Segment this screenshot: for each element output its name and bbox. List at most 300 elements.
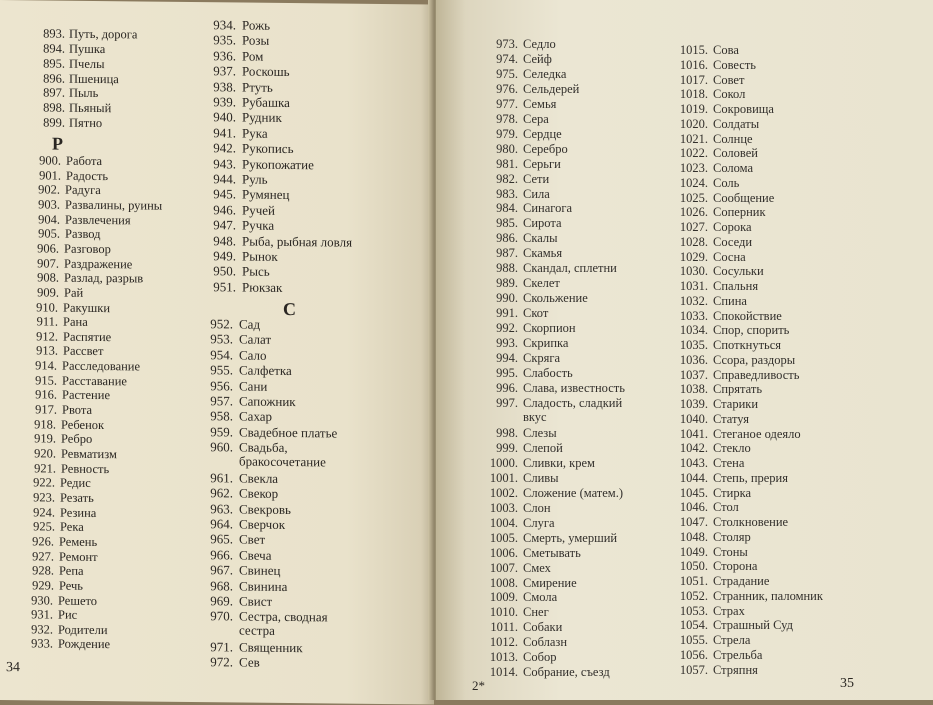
entry-word: Сокол: [713, 87, 746, 102]
entry-number: 958.: [210, 408, 233, 424]
entry-word: Ремонт: [59, 549, 98, 564]
entry-number: 1009.: [489, 590, 518, 605]
entry-word: Сверчок: [239, 516, 286, 532]
entry-word: Стол: [713, 500, 739, 515]
entry-number: 922.: [33, 475, 55, 490]
entry-word: Сливки, крем: [523, 455, 595, 470]
entry-number: 953.: [210, 331, 233, 347]
entry-word: Статуя: [713, 411, 749, 426]
entry-word: Река: [60, 519, 84, 535]
entry-word: Сало: [239, 347, 267, 363]
entry-word: Слава, известность: [523, 380, 625, 395]
entry-word: Сообщение: [713, 190, 775, 205]
entry-word: Сторона: [713, 559, 758, 574]
entry-number: 1017.: [679, 72, 708, 87]
entry-word: Серебро: [523, 141, 568, 156]
entry-number: 1035.: [679, 338, 708, 352]
entry-number: 983.: [496, 186, 518, 201]
entry-word: Растение: [62, 388, 110, 403]
entry-number: 955.: [210, 362, 233, 378]
entry-number: 917.: [35, 402, 57, 417]
entry-word: Сова: [713, 43, 739, 57]
entry-number: 991.: [496, 306, 518, 321]
entry-number: 936.: [213, 48, 236, 64]
entry-number: 1026.: [679, 205, 708, 220]
entry-number: 940.: [213, 109, 236, 125]
entry-word: Сливы: [523, 470, 559, 485]
entry-word: Рассвет: [63, 344, 104, 359]
entry-number: 975.: [496, 66, 518, 81]
entry-word: Редис: [60, 475, 91, 491]
entry-number: 1041.: [679, 426, 708, 441]
entry-number: 896.: [43, 70, 65, 86]
entry-word: Руль: [242, 171, 268, 187]
entry-number: 957.: [210, 393, 233, 409]
entry-word: Развод: [65, 226, 101, 242]
entry-word: Синагога: [523, 201, 573, 216]
entry-word: Родители: [58, 622, 108, 637]
entry-word: Справедливость: [713, 367, 800, 382]
entry-number: 952.: [210, 316, 233, 332]
entry-word: Стряпня: [713, 662, 758, 677]
entry-number: 1016.: [679, 57, 708, 72]
entry-word: Страх: [713, 603, 745, 618]
entry-word: Ревматизм: [61, 446, 117, 462]
entry-word: Скамья: [523, 246, 563, 261]
entry-number: 974.: [496, 51, 518, 66]
entry-word: Скряга: [523, 350, 561, 365]
entry-word: Сложение (матем.): [523, 485, 624, 500]
entry-number: 1031.: [679, 279, 708, 293]
entry-number: 999.: [496, 440, 518, 455]
entry-number: 1047.: [679, 515, 708, 529]
entry-number: 938.: [213, 78, 236, 95]
entry-word: Сани: [239, 378, 268, 394]
entry-word: Семья: [523, 96, 557, 111]
entry-word: Пчелы: [69, 56, 105, 71]
entry-word: Сокровища: [713, 102, 774, 116]
entry-word: Рожь: [242, 17, 270, 33]
entry-number: 1015.: [679, 43, 708, 57]
entry-word: Разлад, разрыв: [64, 270, 144, 286]
entry-word: Сев: [239, 654, 260, 670]
entry-number: 962.: [210, 485, 233, 501]
entry-word: Сейф: [523, 51, 552, 66]
entry-word: Совет: [713, 72, 745, 87]
entry-number: 914.: [35, 358, 57, 373]
entry-word: Собор: [523, 650, 557, 665]
entry-number: 985.: [496, 216, 518, 231]
entry-word: Стрела: [713, 633, 751, 647]
entry-number: 920.: [34, 446, 56, 461]
entry-number: 1051.: [679, 574, 708, 588]
entry-word: Снег: [523, 605, 549, 620]
entry-word: Свет: [239, 531, 266, 548]
entry-word: Рукопожатие: [242, 156, 314, 172]
entry-number: 1006.: [489, 545, 518, 560]
entry-word: Смех: [523, 560, 551, 575]
entry-word: Сирота: [523, 216, 562, 231]
entry-number: 1018.: [679, 87, 708, 102]
entry-word: Скалы: [523, 231, 558, 246]
entry-number: 1014.: [489, 665, 518, 680]
entry-number: 1021.: [679, 131, 708, 146]
entry-word: Салфетка: [239, 362, 292, 379]
entry-word: Скольжение: [523, 291, 588, 306]
entry-number: 946.: [213, 202, 236, 218]
entry-number: 911.: [36, 314, 58, 329]
entry-word: Ревность: [61, 461, 110, 476]
entry-number: 1056.: [679, 647, 708, 662]
page-number-left: 34: [6, 660, 20, 676]
entry-word: Смирение: [523, 575, 577, 590]
entry-word: Степь, прерия: [713, 470, 788, 485]
section-letter: С: [283, 298, 296, 320]
entry-number: 937.: [213, 63, 236, 79]
entry-number: 998.: [496, 426, 518, 440]
entry-word-continued: бракосочетание: [239, 453, 326, 470]
entry-number: 1028.: [679, 234, 708, 249]
entry-number: 1030.: [679, 264, 708, 279]
entry-word-continued: вкус: [523, 409, 547, 424]
entry-number: 1007.: [489, 560, 518, 575]
entry-word: Скелет: [523, 276, 560, 291]
entry-number: 899.: [43, 115, 65, 130]
entry-number: 1039.: [679, 397, 708, 411]
entry-word: Страдание: [713, 574, 770, 588]
entry-number: 1050.: [679, 559, 708, 574]
entry-word: Свадьба,: [239, 439, 288, 456]
entry-word: Салат: [239, 331, 272, 348]
entry-word: Рюкзак: [242, 279, 283, 295]
entry-number: 966.: [210, 546, 233, 563]
entry-word: Речь: [59, 578, 84, 593]
entry-number: 939.: [213, 94, 236, 110]
entry-number: 984.: [496, 201, 518, 216]
entry-number: 944.: [213, 171, 236, 187]
entry-word: Свекор: [239, 485, 279, 502]
entry-number: 1032.: [679, 293, 708, 308]
left-page: [0, 0, 434, 705]
entry-word: Румянец: [242, 186, 290, 203]
entry-word: Спина: [713, 293, 747, 308]
entry-number: 928.: [32, 563, 54, 578]
entry-number: 990.: [496, 291, 518, 306]
right-column-2: [436, 0, 933, 700]
entry-word-continued: сестра: [239, 622, 275, 639]
entry-word: Сердце: [523, 126, 562, 141]
entry-word: Солнце: [713, 131, 753, 146]
entry-number: 942.: [213, 140, 236, 156]
entry-word: Соседи: [713, 234, 753, 249]
entry-number: 935.: [213, 32, 236, 48]
list-item: [0, 15, 434, 33]
entry-number: 1049.: [679, 544, 708, 559]
entry-word: Сорока: [713, 220, 752, 234]
entry-number: 1025.: [679, 190, 708, 205]
entry-word: Свадебное платье: [239, 424, 338, 441]
entry-number: 965.: [210, 531, 233, 547]
entry-number: 989.: [496, 276, 518, 291]
entry-number: 1005.: [489, 530, 518, 545]
entry-word: Столкновение: [713, 515, 789, 529]
entry-word: Рвота: [62, 402, 93, 418]
entry-number: 909.: [37, 285, 59, 300]
entry-number: 1004.: [489, 515, 518, 530]
entry-word: Рынок: [242, 248, 278, 264]
entry-number: 923.: [33, 490, 55, 505]
entry-number: 907.: [37, 255, 59, 271]
entry-word: Ссора, раздоры: [713, 352, 796, 367]
entry-word: Ручка: [242, 217, 275, 234]
entry-word: Расставание: [62, 373, 127, 389]
entry-number: 997.: [496, 395, 518, 410]
entry-word: Свекла: [239, 470, 279, 486]
entry-word: Свинина: [239, 578, 288, 594]
entry-number: 1037.: [679, 367, 708, 382]
entry-number: 947.: [213, 217, 236, 233]
entry-number: 1010.: [489, 605, 518, 620]
entry-word: Сети: [523, 171, 550, 186]
entry-word: Сад: [239, 316, 261, 332]
entry-number: 1038.: [679, 382, 708, 397]
entry-number: 1044.: [679, 470, 708, 485]
entry-number: 1034.: [679, 323, 708, 338]
entry-number: 980.: [496, 141, 518, 156]
entry-word: Распятие: [63, 329, 112, 344]
entry-word: Раздражение: [64, 256, 133, 271]
entry-word: Репа: [59, 563, 84, 579]
entry-word: Старики: [713, 397, 759, 411]
entry-number: 913.: [36, 343, 58, 359]
entry-word: Скорпион: [523, 321, 576, 336]
entry-number: 929.: [32, 578, 54, 593]
entry-word: Радость: [66, 168, 109, 183]
entry-word: Рай: [64, 285, 84, 300]
entry-word: Рис: [58, 607, 78, 622]
entry-word: Страшный Суд: [713, 618, 793, 633]
entry-number: 1003.: [489, 500, 518, 515]
entry-number: 992.: [496, 321, 518, 336]
entry-number: 1023.: [679, 161, 708, 175]
entry-word: Слезы: [523, 426, 557, 440]
entry-number: 903.: [38, 197, 60, 212]
entry-word: Сапожник: [239, 393, 296, 410]
entry-word: Пятно: [69, 115, 103, 131]
entry-number: 897.: [43, 85, 65, 101]
entry-word: Столяр: [713, 529, 751, 544]
entry-number: 979.: [496, 126, 518, 141]
entry-number: 1020.: [679, 116, 708, 131]
entry-word: Рысь: [242, 263, 270, 280]
entry-number: 986.: [496, 231, 518, 246]
entry-word: Слепой: [523, 440, 563, 455]
entry-word: Соловей: [713, 146, 758, 161]
entry-word: Пшеница: [69, 71, 119, 86]
entry-word: Смерть, умерший: [523, 530, 618, 545]
entry-number: 895.: [43, 56, 65, 71]
entry-word: Разговор: [64, 241, 111, 257]
entry-number: 1042.: [679, 441, 708, 456]
entry-number: 1040.: [679, 411, 708, 426]
entry-number: 1001.: [489, 470, 518, 485]
entry-word: Сосна: [713, 249, 746, 264]
entry-number: 945.: [213, 186, 236, 202]
entry-word: Собрание, съезд: [523, 665, 610, 680]
entry-word: Ребро: [61, 431, 93, 447]
entry-number: 1027.: [679, 220, 708, 234]
entry-number: 956.: [210, 377, 233, 394]
entry-number: 981.: [496, 156, 518, 171]
entry-word: Спрятать: [713, 382, 763, 397]
entry-number: 901.: [39, 168, 61, 183]
entry-word: Спор, спорить: [713, 323, 790, 338]
entry-word: Развлечения: [65, 212, 131, 227]
entry-number: 967.: [210, 562, 233, 578]
entry-number: 987.: [496, 246, 518, 261]
entry-number: 905.: [38, 226, 60, 241]
entry-word: Соль: [713, 175, 740, 190]
entry-number: 1045.: [679, 485, 708, 500]
entry-word: Путь, дорога: [69, 26, 138, 42]
entry-word: Ремень: [59, 534, 98, 549]
entry-word: Священник: [239, 639, 303, 655]
entry-word: Рубашка: [242, 94, 290, 111]
entry-word: Слуга: [523, 515, 555, 530]
entry-word: Сила: [523, 186, 550, 201]
entry-number: 934.: [213, 17, 236, 33]
entry-number: 1055.: [679, 633, 708, 647]
entry-number: 969.: [210, 593, 233, 609]
entry-word: Слон: [523, 500, 551, 515]
entry-number: 916.: [35, 387, 57, 402]
entry-number: 932.: [31, 622, 53, 637]
entry-number: 968.: [210, 577, 233, 593]
entry-number: 924.: [33, 504, 55, 520]
entry-number: 1053.: [679, 603, 708, 618]
entry-number: 973.: [496, 37, 518, 51]
entry-word: Сметывать: [523, 545, 581, 560]
entry-word: Скрипка: [523, 336, 569, 350]
entry-number: 1029.: [679, 249, 708, 264]
entry-number: 995.: [496, 365, 518, 380]
entry-word: Странник, паломник: [713, 588, 823, 603]
entry-word: Свинец: [239, 562, 281, 579]
entry-word: Спокойствие: [713, 308, 782, 323]
entry-word: Развалины, руины: [65, 197, 163, 213]
entry-word: Сосульки: [713, 264, 764, 279]
entry-number: 933.: [31, 636, 53, 651]
entry-number: 1022.: [679, 146, 708, 161]
entry-number: 971.: [210, 638, 233, 655]
entry-number: 910.: [36, 299, 58, 315]
entry-word: Скот: [523, 306, 549, 321]
entry-number: 898.: [43, 100, 65, 115]
entry-number: 976.: [496, 81, 518, 96]
entry-word: Стеганое одеяло: [713, 426, 801, 441]
entry-number: 1012.: [489, 635, 518, 650]
entry-word: Смола: [523, 590, 558, 605]
section-letter: Р: [52, 133, 63, 154]
entry-number: 1011.: [490, 620, 518, 635]
right-page: [436, 0, 933, 700]
entry-word: Скандал, сплетни: [523, 261, 617, 276]
entry-word: Рукопись: [242, 140, 294, 157]
entry-word: Стоны: [713, 544, 748, 559]
entry-word: Рука: [242, 125, 268, 141]
entry-number: 1024.: [679, 175, 708, 190]
entry-number: 951.: [213, 279, 236, 295]
entry-word: Стирка: [713, 485, 752, 500]
entry-number: 943.: [213, 155, 236, 172]
entry-number: 927.: [32, 548, 54, 564]
entry-number: 948.: [213, 232, 236, 249]
entry-word: Рыба, рыбная ловля: [242, 233, 353, 250]
entry-number: 994.: [496, 350, 518, 365]
entry-number: 931.: [31, 607, 53, 622]
entry-number: 977.: [496, 96, 518, 111]
entry-word: Солома: [713, 161, 754, 175]
entry-number: 978.: [496, 111, 518, 126]
entry-number: 919.: [34, 431, 56, 446]
entry-number: 1036.: [679, 352, 708, 367]
entry-word: Седло: [523, 37, 556, 51]
entry-word: Пьяный: [69, 100, 112, 116]
entry-word: Радуга: [65, 182, 101, 198]
entry-word: Роскошь: [242, 63, 290, 80]
entry-number: 926.: [32, 534, 54, 549]
entry-word: Рождение: [58, 637, 111, 652]
entry-word: Свекровь: [239, 501, 291, 517]
entry-number: 972.: [210, 654, 233, 670]
entry-number: 1019.: [679, 102, 708, 116]
entry-number: 1000.: [489, 455, 518, 470]
entry-number: 908.: [37, 270, 59, 285]
entry-word: Ручей: [242, 202, 275, 218]
entry-number: 970.: [210, 608, 233, 624]
entry-number: 1002.: [489, 485, 518, 500]
entry-number: 930.: [31, 592, 53, 608]
entry-number: 912.: [36, 329, 58, 344]
entry-word: Пушка: [69, 41, 106, 56]
left-column-2: [0, 0, 434, 705]
entry-number: 949.: [213, 248, 236, 264]
entry-number: 982.: [496, 171, 518, 186]
entry-word: Сера: [523, 111, 549, 126]
entry-word: Свист: [239, 593, 273, 609]
entry-word: Серьги: [523, 156, 561, 171]
entry-word: Совесть: [713, 57, 756, 72]
entry-word: Ракушки: [63, 300, 111, 315]
entry-number: 1033.: [679, 308, 708, 323]
entry-number: 1046.: [679, 500, 708, 515]
entry-word: Солдаты: [713, 116, 760, 131]
entry-word: Споткнуться: [713, 338, 782, 352]
entry-word: Рудник: [242, 109, 282, 126]
entry-number: 904.: [38, 211, 60, 227]
entry-word: Сахар: [239, 408, 273, 425]
entry-number: 925.: [33, 519, 55, 534]
entry-word: Решето: [58, 593, 98, 608]
entry-number: 993.: [496, 336, 518, 350]
entry-number: 906.: [37, 241, 59, 256]
entry-number: 894.: [43, 41, 65, 56]
entry-number: 988.: [496, 261, 518, 276]
entry-number: 963.: [210, 500, 233, 516]
entry-number: 941.: [213, 125, 236, 141]
entry-number: 900.: [39, 153, 61, 168]
entry-word: Слабость: [523, 365, 573, 380]
